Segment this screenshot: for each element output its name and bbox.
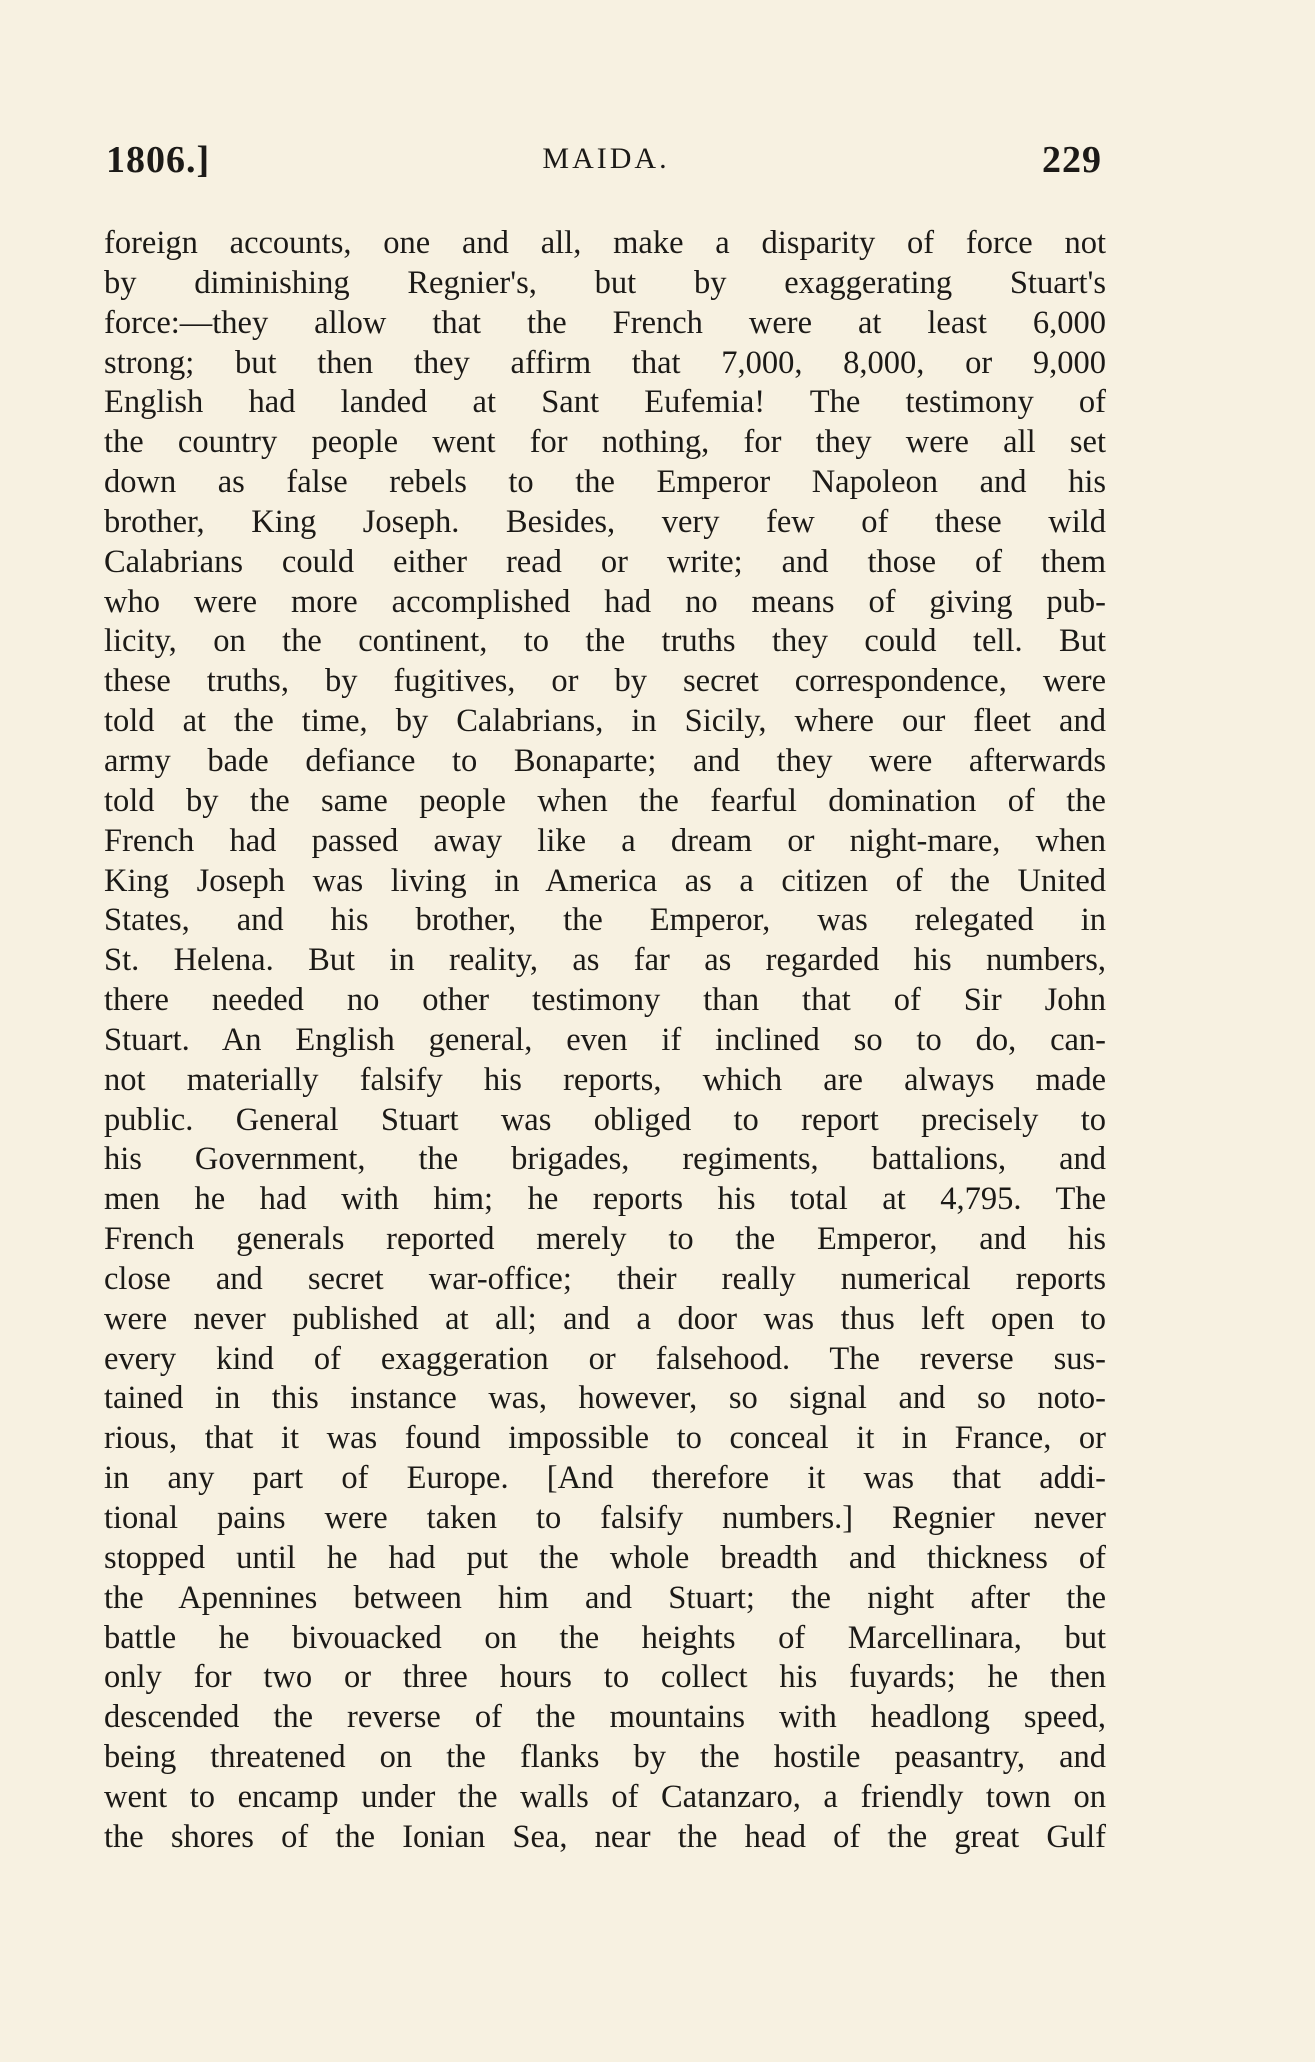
text-line: French generals reported merely to the Emperor, and his [104, 1221, 1106, 1258]
text-line: close and secret war-office; their really numerical reports [104, 1260, 1106, 1297]
text-line: men he had with him; he reports his total at 4,795. The [104, 1181, 1106, 1218]
body-text [104, 224, 1106, 1858]
text-line: being threatened on the flanks by the hostile peasantry, and [104, 1739, 1106, 1776]
text-line: were never published at all; and a door was thus left open to [104, 1300, 1106, 1337]
text-line: French had passed away like a dream or night-mare, when [104, 822, 1106, 859]
text-line: rious, that it was found impossible to conceal it in France, or [104, 1420, 1106, 1457]
text-line: foreign accounts, one and all, make a disparity of force not [104, 225, 1106, 261]
text-line: descended the reverse of the mountains with headlong speed, [104, 1699, 1106, 1736]
text-line: strong; but then they affirm that 7,000, 8,000, or 9,000 [104, 344, 1106, 381]
text-line: these truths, by fugitives, or by secret correspondence, were [104, 663, 1106, 700]
text-line: his Government, the brigades, regiments, battalions, and [104, 1141, 1106, 1178]
text-line: in any part of Europe. [And therefore it was that addi- [104, 1460, 1106, 1497]
text-line: English had landed at Sant Eufemia! The testimony of [104, 384, 1106, 421]
text-line: the shores of the Ionian Sea, near the head of the great Gulf [104, 1818, 1106, 1855]
running-head [106, 138, 1106, 182]
text-line: the country people went for nothing, for they were all set [104, 424, 1106, 461]
text-line: by diminishing Regnier's, but by exaggerating Stuart's [104, 264, 1106, 301]
text-line: King Joseph was living in America as a citizen of the United [104, 862, 1106, 899]
text-line: army bade defiance to Bonaparte; and they were afterwards [104, 742, 1106, 779]
text-line: every kind of exaggeration or falsehood. The reverse sus- [104, 1340, 1106, 1377]
text-line: only for two or three hours to collect his fuyards; he then [104, 1659, 1106, 1696]
text-line: Stuart. An English general, even if inclined so to do, can- [104, 1021, 1106, 1058]
text-line: the Apennines between him and Stuart; the night after the [104, 1579, 1106, 1616]
text-line: brother, King Joseph. Besides, very few of these wild [104, 503, 1106, 540]
running-head-title: MAIDA. [542, 142, 670, 175]
text-line: there needed no other testimony than that of Sir John [104, 982, 1106, 1019]
text-line: tained in this instance was, however, so signal and so noto- [104, 1380, 1106, 1417]
text-line: told by the same people when the fearful domination of the [104, 782, 1106, 819]
text-line: tional pains were taken to falsify numbers.] Regnier never [104, 1500, 1106, 1536]
text-line: force:—they allow that the French were at least 6,000 [104, 304, 1106, 341]
text-line: public. General Stuart was obliged to report precisely to [104, 1101, 1106, 1138]
text-line: down as false rebels to the Emperor Napoleon and his [104, 464, 1106, 501]
text-line: battle he bivouacked on the heights of Marcellinara, but [104, 1619, 1106, 1656]
text-line: went to encamp under the walls of Catanzaro, a friendly town on [104, 1778, 1106, 1815]
text-line: Calabrians could either read or write; and those of them [104, 543, 1106, 580]
text-line: stopped until he had put the whole breadth and thickness of [104, 1539, 1106, 1576]
text-line: not materially falsify his reports, which are always made [104, 1061, 1106, 1098]
text-line: told at the time, by Calabrians, in Sicily, where our fleet and [104, 703, 1106, 740]
text-line: States, and his brother, the Emperor, was relegated in [104, 902, 1106, 939]
page-number: 229 [1042, 139, 1102, 181]
text-line: St. Helena. But in reality, as far as regarded his numbers, [104, 942, 1106, 979]
text-line: licity, on the continent, to the truths they could tell. But [104, 623, 1106, 660]
running-head-year: 1806.] [106, 139, 211, 181]
text-line: who were more accomplished had no means of giving pub- [104, 583, 1106, 620]
